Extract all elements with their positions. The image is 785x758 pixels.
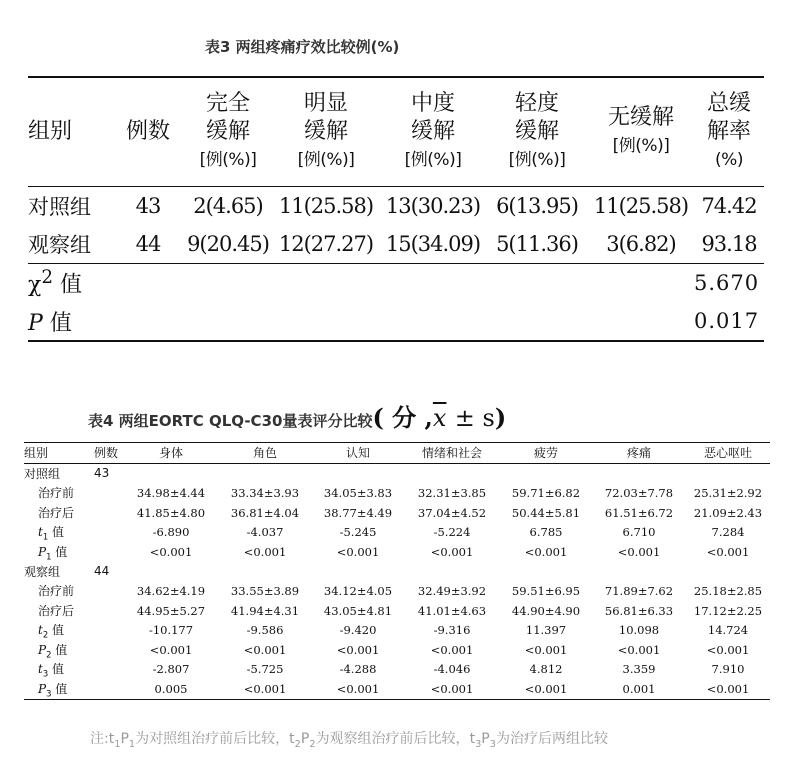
cell-complete: 9(20.45) <box>187 232 269 256</box>
value-cell: -5.224 <box>433 525 471 540</box>
table-row <box>24 640 770 660</box>
table-row <box>24 620 770 640</box>
value-cell: 34.98±4.44 <box>136 485 206 500</box>
table4-header-cell: 疼痛 <box>592 443 686 464</box>
cell-group: 观察组 <box>28 233 91 257</box>
table3-header-row <box>28 77 764 187</box>
value-cell: 50.44±5.81 <box>511 505 581 520</box>
value-cell: 10.098 <box>618 623 660 638</box>
row-label <box>24 660 124 680</box>
stat-symbol: P <box>38 681 47 696</box>
value-cell: 14.724 <box>707 623 749 638</box>
chi2-value: 5.670 <box>694 264 764 303</box>
value-cell: 11.397 <box>525 623 567 638</box>
stat-word: 值 <box>52 622 65 637</box>
value-cell: 41.94±4.31 <box>230 603 300 618</box>
value-cell: <0.001 <box>524 681 568 696</box>
value-cell: 4.812 <box>529 662 563 677</box>
cell-mild: 5(11.36) <box>496 232 578 256</box>
value-cell: 25.18±2.85 <box>693 583 763 598</box>
note-text: 为治疗后两组比较 <box>495 731 608 747</box>
stat-word: 值 <box>52 662 65 677</box>
value-cell: <0.001 <box>149 642 193 657</box>
value-cell: -9.586 <box>246 623 284 638</box>
note-p-sub: 1 <box>128 738 136 750</box>
note-text: 为观察组治疗前后比较， <box>315 731 470 747</box>
table-row <box>24 483 770 503</box>
value-cell: 6.785 <box>529 525 563 540</box>
value-cell: -4.037 <box>246 525 284 540</box>
value-cell: <0.001 <box>706 681 750 696</box>
note-p: P <box>120 731 129 747</box>
stat-subscript: 1 <box>42 531 49 542</box>
table3-header-moderate <box>380 77 486 187</box>
table-row <box>24 660 770 680</box>
value-cell: 0.005 <box>154 681 188 696</box>
value-cell: <0.001 <box>617 642 661 657</box>
cell-group: 对照组 <box>28 195 91 219</box>
table4-title: 表4 两组EORTC QLQ-C30量表评分比较( 分 $,\overline{x} \pm s$) <box>88 403 507 432</box>
cell-total: 93.18 <box>701 232 757 256</box>
cell-none: 3(6.82) <box>606 232 676 256</box>
value-cell: 25.31±2.92 <box>693 485 763 500</box>
header-line1: 轻度 <box>514 91 559 116</box>
value-cell: <0.001 <box>149 544 193 559</box>
p-symbol: P <box>28 310 43 336</box>
header-line2: 缓解 <box>205 119 250 144</box>
table4-group-row <box>24 463 770 483</box>
note-t: t <box>289 731 295 747</box>
value-cell: -5.245 <box>339 525 377 540</box>
note-t-sub: 3 <box>475 738 482 750</box>
row-label <box>24 542 124 562</box>
value-cell: 56.81±6.33 <box>604 603 674 618</box>
value-cell: 3.359 <box>622 662 656 677</box>
value-cell: 7.284 <box>711 525 745 540</box>
value-cell: 43.05±4.81 <box>323 603 393 618</box>
value-cell: 44.90±4.90 <box>511 603 581 618</box>
table4-group-row <box>24 562 770 582</box>
value-cell: <0.001 <box>430 544 474 559</box>
stat-symbol: P <box>38 642 47 657</box>
value-cell: 33.34±3.93 <box>230 485 300 500</box>
row-label <box>24 640 124 660</box>
value-cell: -2.807 <box>152 662 190 677</box>
header-line1: 中度 <box>410 91 455 116</box>
header-line2: 缓解 <box>410 119 455 144</box>
header-line1: 无缓解 <box>607 105 674 130</box>
header-line2: 缓解 <box>303 119 348 144</box>
stat-word: 值 <box>49 310 72 336</box>
value-cell: -4.046 <box>433 662 471 677</box>
table4-header-cell: 例数 <box>94 443 124 464</box>
value-cell: 61.51±6.72 <box>604 505 674 520</box>
value-cell: <0.001 <box>524 642 568 657</box>
table4-header-cell: 身体 <box>124 443 218 464</box>
cell-mild: 6(13.95) <box>496 194 578 218</box>
table3-row-p <box>28 302 764 341</box>
value-cell: 41.01±4.63 <box>417 603 487 618</box>
header-line1: 总缓 <box>706 91 751 116</box>
header-sub: [例(%)] <box>404 150 462 170</box>
value-cell: -4.288 <box>339 662 377 677</box>
stat-word: 值 <box>52 524 65 539</box>
header-sub: [例(%)] <box>297 150 355 170</box>
cell-n: 44 <box>135 232 161 256</box>
value-cell: 32.49±3.92 <box>417 583 487 598</box>
value-cell: 33.55±3.89 <box>230 583 300 598</box>
value-cell: 34.12±4.05 <box>323 583 393 598</box>
stat-symbol: P <box>38 544 47 559</box>
table3-row-observation <box>28 225 764 264</box>
header-line2: 解率 <box>706 119 751 144</box>
table-row <box>24 679 770 699</box>
stat-word: 值 <box>55 544 68 559</box>
note-t: t <box>469 731 476 747</box>
value-cell: -6.890 <box>152 525 190 540</box>
stat-subscript: 2 <box>42 629 49 640</box>
value-cell: 37.04±4.52 <box>417 505 487 520</box>
value-cell: 32.31±3.85 <box>417 485 487 500</box>
table4-header-cell: 组别 <box>24 443 94 464</box>
table4-title-unit: 分 <box>392 404 417 432</box>
table3-row-control <box>28 187 764 226</box>
table-row <box>24 542 770 562</box>
table3-header-group: 组别 <box>28 77 112 187</box>
value-cell: <0.001 <box>336 681 380 696</box>
header-sub: [例(%)] <box>612 136 670 156</box>
value-cell: <0.001 <box>430 681 474 696</box>
note-p-sub: 3 <box>489 738 496 750</box>
table-row <box>24 581 770 601</box>
value-cell: <0.001 <box>430 642 474 657</box>
table3-header-total <box>694 77 764 187</box>
note-t-sub: 1 <box>114 738 121 750</box>
value-cell: 17.12±2.25 <box>693 603 763 618</box>
table4-header-cell: 认知 <box>312 443 404 464</box>
table4 <box>24 442 770 700</box>
value-cell: <0.001 <box>524 544 568 559</box>
table4-title-pm: ± s <box>454 404 495 432</box>
value-cell: -10.177 <box>148 623 194 638</box>
table3 <box>28 76 764 342</box>
cell-obvious: 11(25.58) <box>278 194 374 218</box>
chi-symbol: χ <box>28 272 42 298</box>
value-cell: 0.001 <box>622 681 656 696</box>
table-row <box>24 503 770 523</box>
value-cell: 34.62±4.19 <box>136 583 206 598</box>
cell-obvious: 12(27.27) <box>278 232 374 256</box>
stat-symbol: t <box>38 524 43 539</box>
table4-header-cell: 疲劳 <box>500 443 592 464</box>
row-label: 治疗前 <box>38 584 75 599</box>
table3-header-none <box>588 77 694 187</box>
note-t-sub: 2 <box>294 738 301 750</box>
stat-subscript: 3 <box>42 668 49 679</box>
cell-total: 74.42 <box>701 194 757 218</box>
table3-header-complete <box>184 77 272 187</box>
stat-symbol: t <box>38 662 43 677</box>
value-cell: 38.77±4.49 <box>323 505 393 520</box>
header-line2: 缓解 <box>514 119 559 144</box>
value-cell: 41.85±4.80 <box>136 505 206 520</box>
stat-word: 值 <box>55 681 68 696</box>
value-cell: -5.725 <box>246 662 284 677</box>
group-n: 44 <box>94 564 110 579</box>
value-cell: 59.71±6.82 <box>511 485 581 500</box>
p-value: 0.017 <box>694 309 760 333</box>
row-label: 治疗后 <box>38 506 75 521</box>
header-sub: [例(%)] <box>508 150 566 170</box>
table3-row-chi2 <box>28 264 764 303</box>
footnote-prefix: 注: <box>90 731 109 747</box>
table4-header-cell: 情绪和社会 <box>404 443 500 464</box>
value-cell: <0.001 <box>336 544 380 559</box>
value-cell: 71.89±7.62 <box>604 583 674 598</box>
value-cell: 21.09±2.43 <box>693 505 763 520</box>
table3-header-n: 例数 <box>112 77 184 187</box>
cell-none: 11(25.58) <box>593 194 689 218</box>
table4-header-cell: 恶心呕吐 <box>686 443 770 464</box>
stat-subscript: 1 <box>46 550 52 561</box>
header-sub: [例(%)] <box>199 150 257 170</box>
value-cell: 72.03±7.78 <box>604 485 674 500</box>
row-label <box>24 620 124 640</box>
chi-sup: 2 <box>41 267 54 289</box>
value-cell: 7.910 <box>711 662 745 677</box>
table4-title-text: 表4 两组EORTC QLQ-C30量表评分比较 <box>88 412 373 430</box>
header-line1: 完全 <box>205 91 250 116</box>
value-cell: 44.95±5.27 <box>136 603 206 618</box>
table3-header-obvious <box>272 77 380 187</box>
stat-subscript: 2 <box>46 648 52 659</box>
table3-title: 表3 两组疼痛疗效比较例(%) <box>205 38 400 56</box>
stat-symbol: t <box>38 622 43 637</box>
group-name: 观察组 <box>24 564 61 579</box>
value-cell: -9.420 <box>339 623 377 638</box>
stat-word: 值 <box>60 272 83 298</box>
value-cell: <0.001 <box>243 642 287 657</box>
value-cell: <0.001 <box>243 544 287 559</box>
table-row <box>24 601 770 621</box>
value-cell: 6.710 <box>622 525 656 540</box>
stat-label <box>28 302 184 341</box>
value-cell: -9.316 <box>433 623 471 638</box>
header-line1: 明显 <box>303 91 348 116</box>
note-p-sub: 2 <box>309 738 316 750</box>
value-cell: <0.001 <box>706 544 750 559</box>
value-cell: <0.001 <box>706 642 750 657</box>
value-cell: 34.05±3.83 <box>323 485 393 500</box>
value-cell: <0.001 <box>336 642 380 657</box>
stat-label <box>28 264 184 303</box>
cell-moderate: 13(30.23) <box>385 194 481 218</box>
row-label <box>24 522 124 542</box>
note-t: t <box>108 731 115 747</box>
row-label: 治疗后 <box>38 604 75 619</box>
note-text: 为对照组治疗前后比较， <box>135 731 290 747</box>
cell-moderate: 15(34.09) <box>385 232 481 256</box>
note-p: P <box>300 731 310 747</box>
cell-complete: 2(4.65) <box>193 194 263 218</box>
row-label <box>24 679 124 699</box>
table4-header-row <box>24 443 770 464</box>
row-label: 治疗前 <box>38 486 75 501</box>
note-p: P <box>481 731 490 747</box>
table4-header-cell: 角色 <box>218 443 312 464</box>
stat-subscript: 3 <box>46 688 52 699</box>
table4-title-stat: $\overline{x}$ <box>432 404 447 432</box>
header-sub: (%) <box>715 150 743 170</box>
stat-word: 值 <box>55 642 68 657</box>
value-cell: 59.51±6.95 <box>511 583 581 598</box>
cell-n: 43 <box>135 194 161 218</box>
group-name: 对照组 <box>24 466 61 481</box>
table-row <box>24 522 770 542</box>
group-n: 43 <box>94 466 110 481</box>
value-cell: <0.001 <box>243 681 287 696</box>
value-cell: 36.81±4.04 <box>230 505 300 520</box>
table3-header-mild <box>486 77 588 187</box>
value-cell: <0.001 <box>617 544 661 559</box>
footnote <box>90 728 608 750</box>
